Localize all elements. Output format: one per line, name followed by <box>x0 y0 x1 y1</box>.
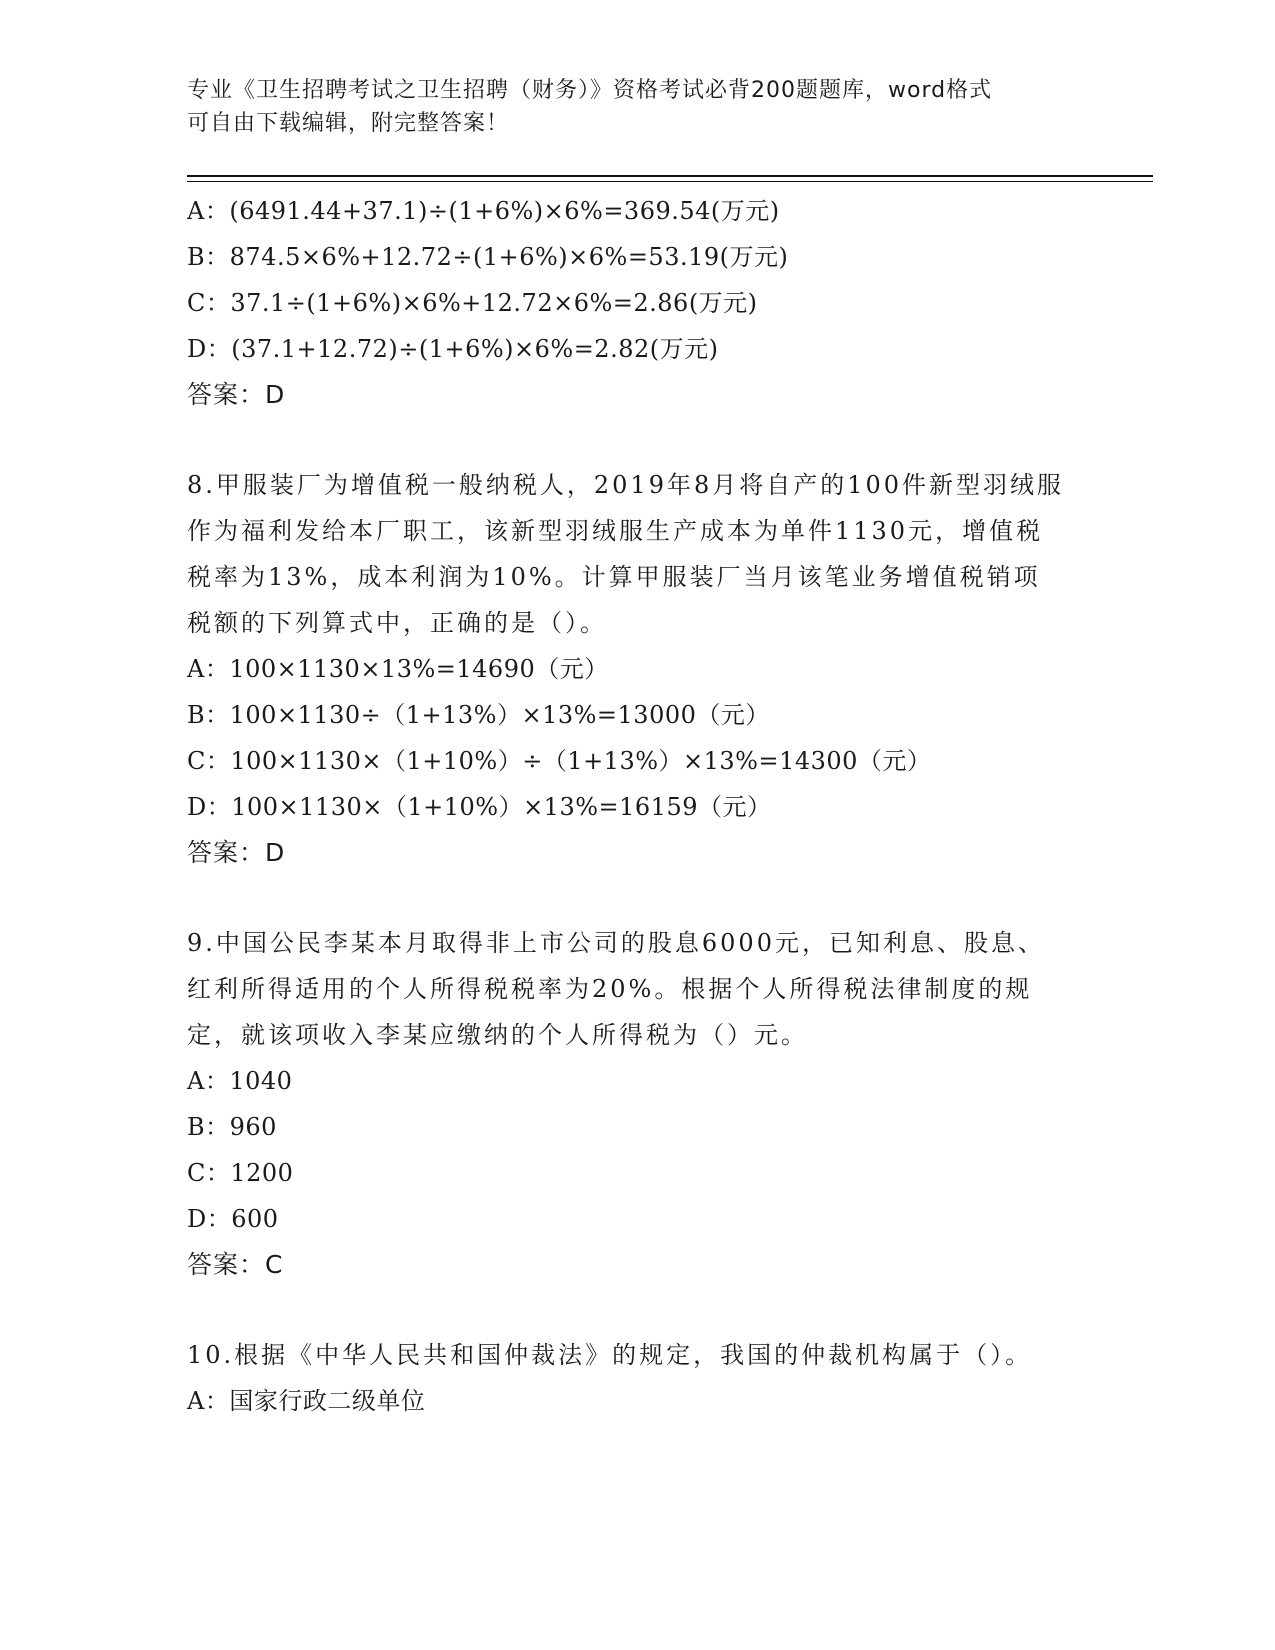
question-9-option-b: B：960 <box>187 1113 277 1141</box>
question-9-stem: 9.中国公民李某本月取得非上市公司的股息6000元，已知利息、股息、红利所得适用的个人所得税税率为20%。根据个人所得税法律制度的规定，就该项收入李某应缴纳的个人所得税为（）元。 <box>187 929 1045 1049</box>
question-10-option-a: A：国家行政二级单位 <box>187 1387 426 1415</box>
question-7 <box>187 188 1087 418</box>
question-8 <box>187 462 1087 876</box>
question-9-option-a: A：1040 <box>187 1067 293 1095</box>
header-divider-thin <box>187 181 1153 182</box>
header-divider-thick <box>187 175 1153 177</box>
question-10 <box>187 1332 1087 1424</box>
spacer <box>187 418 1087 462</box>
header-line-1: 专业《卫生招聘考试之卫生招聘（财务）》资格考试必背200题题库，word格式 <box>187 78 993 103</box>
question-8-option-c: C：100×1130×（1+10%）÷（1+13%）×13%=14300（元） <box>187 747 932 775</box>
question-7-answer: 答案：D <box>187 380 286 409</box>
question-8-option-d: D：100×1130×（1+10%）×13%=16159（元） <box>187 793 772 821</box>
document-header <box>187 74 1067 140</box>
spacer <box>187 876 1087 920</box>
question-content <box>187 188 1087 1424</box>
question-7-option-d: D：(37.1+12.72)÷(1+6%)×6%=2.82(万元) <box>187 335 719 363</box>
question-8-stem: 8.甲服装厂为增值税一般纳税人，2019年8月将自产的100件新型羽绒服作为福利发给本厂职工，该新型羽绒服生产成本为单件1130元，增值税税率为13%，成本利润为10%。计算甲服装厂当月该笔业务增值税销项税额的下列算式中，正确的是（）。 <box>187 471 1065 637</box>
question-8-option-a: A：100×1130×13%=14690（元） <box>187 655 609 683</box>
header-line-2: 可自由下载编辑，附完整答案！ <box>187 111 510 136</box>
question-7-option-a: A：(6491.44+37.1)÷(1+6%)×6%=369.54(万元) <box>187 197 780 225</box>
question-10-stem: 10.根据《中华人民共和国仲裁法》的规定，我国的仲裁机构属于（）。 <box>187 1341 1033 1369</box>
question-9 <box>187 920 1087 1288</box>
question-9-answer: 答案：C <box>187 1250 284 1279</box>
question-7-option-b: B：874.5×6%+12.72÷(1+6%)×6%=53.19(万元) <box>187 243 789 271</box>
question-7-option-c: C：37.1÷(1+6%)×6%+12.72×6%=2.86(万元) <box>187 289 758 317</box>
question-9-option-d: D：600 <box>187 1205 279 1233</box>
question-9-option-c: C：1200 <box>187 1159 294 1187</box>
question-8-option-b: B：100×1130÷（1+13%）×13%=13000（元） <box>187 701 770 729</box>
spacer <box>187 1288 1087 1332</box>
question-8-answer: 答案：D <box>187 838 286 867</box>
